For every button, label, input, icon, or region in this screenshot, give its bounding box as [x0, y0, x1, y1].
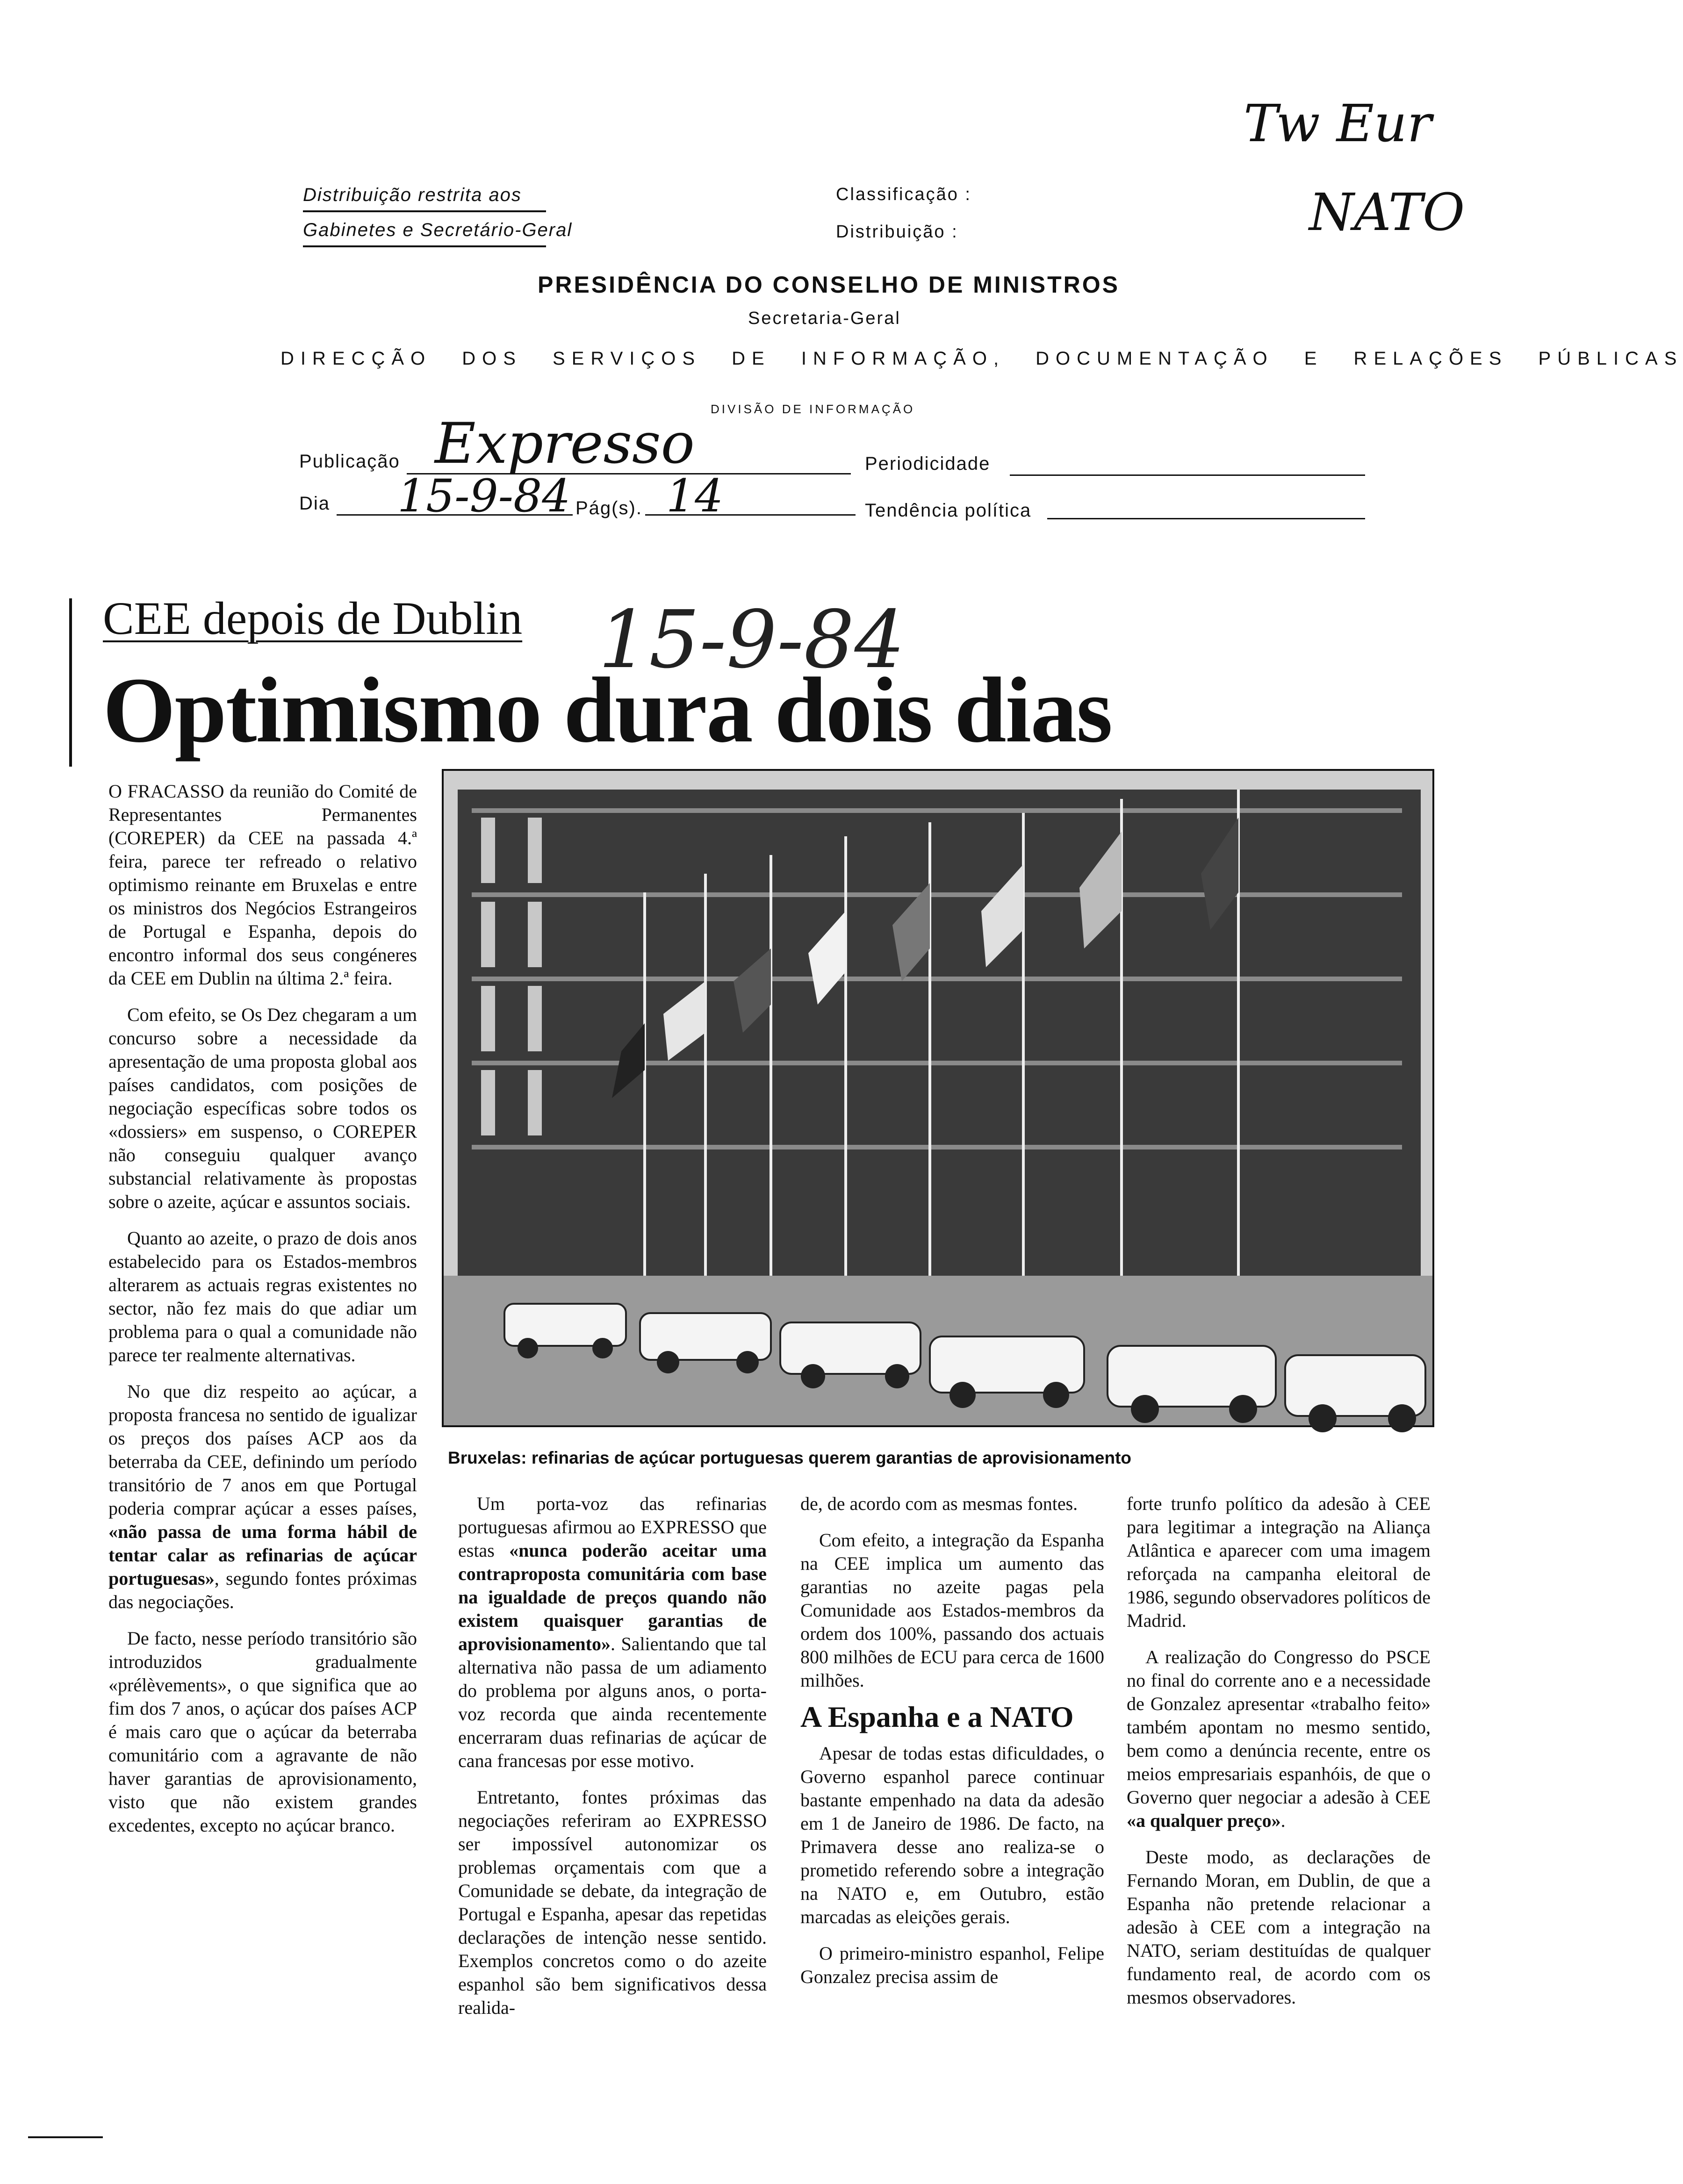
col2-p1-text-a: Um porta-voz das refinarias portuguesas afirmou ao EXPRESSO que estas: [458, 1493, 767, 1561]
column-4: [1127, 1492, 1431, 2022]
day-handwritten: 15-9-84: [397, 470, 571, 522]
column-2: [458, 1492, 767, 2033]
col4-p2-text-a: A realização do Congresso do PSCE no final do corrente ano e a necessidade de Gonzalez apresentar «trabalho feito» também apontam no mesmo sentido, bem como a denúncia recente, entre os meios empresariais espanhóis, de que o Governo quer negociar a adesão à CEE: [1127, 1646, 1431, 1808]
col1-paragraph-1: O FRACASSO da reunião do Comité de Representantes Permanentes (COREPER) da CEE na passada 4.ª feira, parece ter refreado o relativo optimismo reinante em Bruxelas e entre os ministros dos Negócios Estrangeiros de Portugal e Espanha, depois do encontro informal dos seus congéneres da CEE em Dublin na última 2.ª feira.: [108, 781, 417, 989]
col1-p4-quote: «não passa de uma forma hábil de tentar calar as refinarias de açúcar portuguesas»: [108, 1521, 417, 1589]
col1-paragraph-5: De facto, nesse período transitório são introduzidos gradualmente «prélèvements», o que significa que ao fim dos 7 anos, o açúcar dos países ACP é mais caro que o açúcar da beterraba comunitário com a agravante de não haver garantias de aprovisionamento, visto que não existem grandes excedentes, excepto no açúcar branco.: [108, 1628, 417, 1836]
photo-caption: Bruxelas: refinarias de açúcar portuguesas querem garantias de aprovisionamento: [448, 1448, 1132, 1467]
col3-paragraph-2: Com efeito, a integração da Espanha na CEE implica um aumento das garantias no azeite pagas pela Comunidade aos Estados-membros da ordem dos 100%, passando dos actuais 800 milhões de ECU para cerca de 1600 milhões.: [800, 1530, 1104, 1691]
periodicity-label: Periodicidade: [865, 453, 991, 474]
division-line: DIVISÃO DE INFORMAÇÃO: [711, 402, 915, 416]
col1-paragraph-4: [108, 1380, 417, 1614]
periodicity-line: [1010, 474, 1365, 476]
pages-label: Pág(s).: [573, 498, 645, 519]
col3-paragraph-4: O primeiro-ministro espanhol, Felipe Gonzalez precisa assim de: [800, 1943, 1104, 1987]
distribution-underline-2: [303, 245, 546, 247]
col4-paragraph-1: forte trunfo político da adesão à CEE para legitimar a integração na Aliança Atlântica e aparecer com uma imagem reforçada na campanha eleitoral de 1986, segundo observadores políticos de Madrid.: [1127, 1493, 1431, 1631]
presidency-title: PRESIDÊNCIA DO CONSELHO DE MINISTROS: [538, 272, 1120, 298]
distribution-line-1: Distribuição restrita aos: [303, 185, 522, 205]
col4-paragraph-2: [1127, 1645, 1431, 1832]
photo-illustration: [444, 771, 1432, 1425]
photo-brussels-building: [442, 769, 1434, 1427]
col2-paragraph-2: Entretanto, fontes próximas das negociações referiram ao EXPRESSO ser impossível autonomizar os problemas orçamentais com que a Comunidade se debate, da integração de Portugal e Espanha, apesar das repetidas declarações de intenção nesse sentido. Exemplos concretos como o do azeite espanhol são bem significativos dessa realida-: [458, 1787, 767, 2018]
col2-p1-quote: «nunca poderão aceitar uma contraproposta comunitária com base na igualdade de preços quando não existem quaisquer garantias de aprovisionamento»: [458, 1540, 767, 1654]
article-kicker: CEE depois de Dublin: [103, 592, 523, 644]
col4-paragraph-3: Deste modo, as declarações de Fernando Moran, em Dublin, de que a Espanha não pretende relacionar a adesão à CEE com a integração na NATO, seriam destituídas de qualquer fundamento real, de acordo com os mesmos observadores.: [1127, 1846, 1431, 2008]
distribution-label: Distribuição :: [836, 222, 958, 242]
col1-p4-text-c: , segundo fontes próximas das negociações.: [108, 1568, 417, 1612]
handwritten-note-line2: NATO: [1309, 182, 1465, 242]
column-1: [108, 780, 417, 1850]
distribution-line-2: Gabinetes e Secretário-Geral: [303, 220, 573, 240]
distribution-underline-1: [303, 210, 546, 212]
tendency-label: Tendência política: [865, 500, 1032, 521]
col3-paragraph-3: Apesar de todas estas dificuldades, o Governo espanhol parece continuar bastante empenhado na data da adesão em 1 de Janeiro de 1986. De facto, na Primavera desse ano realiza-se o prometido referendo sobre a integração na NATO e, em Outubro, estão marcadas as eleições gerais.: [800, 1743, 1104, 1927]
secretariat-subtitle: Secretaria-Geral: [748, 309, 901, 328]
pages-handwritten: 14: [666, 470, 724, 522]
publication-label: Publicação: [299, 451, 400, 472]
bottom-rule: [28, 2136, 103, 2138]
col1-paragraph-2: Com efeito, se Os Dez chegaram a um concurso sobre a necessidade da apresentação de uma proposta global aos países candidatos, com posições de negociação específicas sobre todos os «dossiers» em suspenso, o COREPER não conseguiu qualquer avanço substancial relativamente às propostas sobre o azeite, açúcar e assuntos sociais.: [108, 1004, 417, 1212]
col4-p2-quote: «a qualquer preço»: [1127, 1810, 1281, 1831]
col3-subhead: A Espanha e a NATO: [800, 1700, 1074, 1733]
left-margin-bar: [69, 598, 72, 767]
handwritten-date-overlay: 15-9-84: [598, 594, 905, 686]
tendency-line: [1047, 518, 1365, 519]
col1-p4-text-a: No que diz respeito ao açúcar, a proposta francesa no sentido de igualizar os preços dos países ACP aos da beterraba da CEE, definindo um período transitório de 7 anos em que Portugal poderia comprar açúcar a esses países,: [108, 1381, 417, 1519]
publication-handwritten: Expresso: [435, 411, 695, 476]
col4-p2-text-c: .: [1280, 1810, 1286, 1831]
article-headline: Optimismo dura dois dias: [103, 659, 1112, 762]
col1-paragraph-3: Quanto ao azeite, o prazo de dois anos estabelecido para os Estados-membros alterarem as actuais regras existentes no sector, não fez mais do que adiar um problema para o qual a comunidade não parece ter realmente alternativas.: [108, 1228, 417, 1365]
column-3: [800, 1492, 1104, 2002]
day-label: Dia: [299, 493, 331, 514]
col2-paragraph-1: [458, 1492, 767, 1773]
handwritten-note-line1: Tw Eur: [1244, 93, 1432, 153]
col3-paragraph-1: de, de acordo com as mesmas fontes.: [800, 1493, 1078, 1514]
col2-p1-text-c: . Salientando que tal alternativa não passa de um adiamento do problema por alguns anos, o porta-voz recorda que ainda recentemente encerraram duas refinarias de açúcar de cana francesas por esse motivo.: [458, 1633, 767, 1771]
classification-label: Classificação :: [836, 185, 971, 204]
directorate-line: DIRECÇÃO DOS SERVIÇOS DE INFORMAÇÃO, DOCUMENTAÇÃO E RELAÇÕES PÚBLICAS: [280, 348, 1683, 369]
